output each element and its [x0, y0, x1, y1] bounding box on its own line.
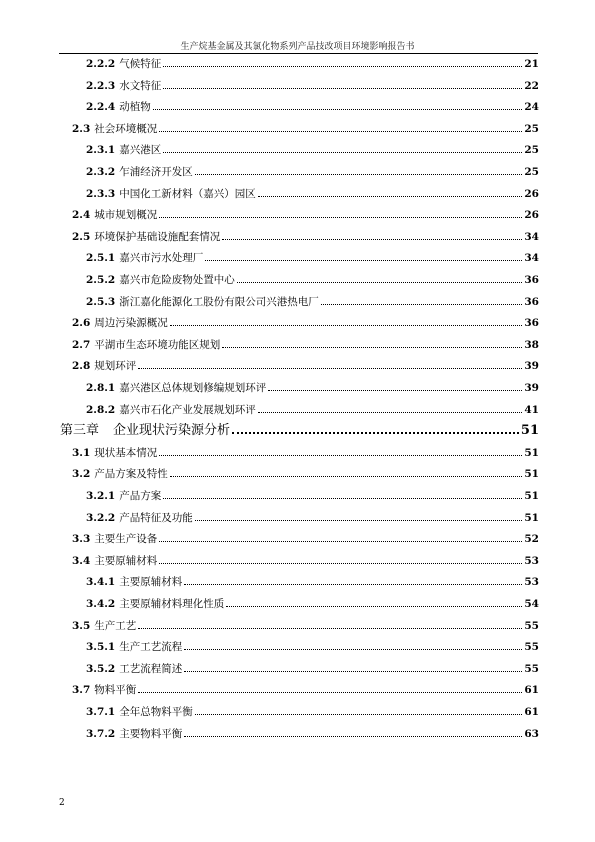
- toc-entry-title: 乍浦经济开发区: [119, 166, 193, 178]
- toc-entry-number: 3.2.2: [86, 511, 116, 524]
- toc-entry-page: 53: [524, 554, 539, 567]
- toc-entry-title: 生产工艺流程: [119, 641, 183, 654]
- dot-leader: [195, 174, 523, 175]
- toc-entry-title: 动植物: [119, 101, 151, 114]
- dot-leader: [258, 412, 523, 413]
- toc-entry-title: 嘉兴港区总体规划修编规划环评: [119, 382, 267, 394]
- toc-entry-title: 产品方案: [119, 490, 162, 502]
- toc-entry-number: 第三章: [60, 423, 100, 439]
- toc-entry-title: 主要原辅材料: [119, 576, 183, 589]
- toc-entry[interactable]: [86, 186, 539, 202]
- toc-entry-number: 3.1: [72, 446, 91, 459]
- dot-leader: [159, 131, 522, 132]
- toc-entry-page: 61: [524, 684, 539, 697]
- toc-entry[interactable]: [86, 574, 539, 590]
- toc-entry[interactable]: [72, 207, 539, 223]
- toc-entry-number: 3.2: [72, 468, 91, 481]
- toc-entry-title: 产品特征及功能: [119, 511, 193, 524]
- dot-leader: [268, 390, 522, 391]
- toc-entry[interactable]: [86, 402, 539, 418]
- dot-leader: [153, 109, 523, 110]
- toc-entry[interactable]: [86, 661, 539, 677]
- toc-entry[interactable]: [86, 704, 539, 720]
- toc-entry[interactable]: [86, 250, 539, 266]
- toc-entry[interactable]: [72, 229, 539, 245]
- toc-entry-number: 2.5.2: [86, 274, 116, 286]
- toc-entry-title: 生产工艺: [94, 619, 137, 632]
- toc-entry-page: 25: [524, 144, 539, 157]
- toc-entry-number: 3.7.2: [86, 727, 116, 740]
- toc-entry-title: 主要原辅材料: [94, 554, 158, 567]
- toc-entry-title: 主要物料平衡: [119, 727, 183, 740]
- dot-leader: [159, 455, 522, 456]
- toc-entry[interactable]: [86, 639, 539, 655]
- toc-entry-title: 嘉兴港区: [119, 144, 162, 157]
- toc-entry[interactable]: [86, 56, 539, 72]
- toc-entry-title: 全年总物料平衡: [119, 706, 193, 718]
- page-number: 2: [59, 798, 65, 808]
- toc-entry-page: 51: [524, 446, 539, 459]
- toc-entry[interactable]: [72, 121, 539, 137]
- toc-entry-number: 2.5: [72, 230, 91, 243]
- toc-entry[interactable]: [86, 164, 539, 180]
- toc-entry-number: 2.2.2: [86, 58, 116, 70]
- toc-entry-page: 51: [524, 511, 539, 524]
- toc-entry-page: 21: [524, 58, 539, 70]
- toc-entry-number: 2.6: [72, 317, 91, 330]
- toc-entry-number: 3.4.2: [86, 598, 116, 610]
- toc-entry-number: 3.4.1: [86, 576, 116, 589]
- toc-entry-title: 环境保护基础设施配套情况: [94, 230, 221, 243]
- toc-entry-number: 2.8: [72, 360, 91, 373]
- toc-entry-number: 3.5: [72, 619, 91, 632]
- toc-entry-number: 2.5.1: [86, 252, 116, 265]
- dot-leader: [159, 217, 522, 218]
- toc-entry-page: 53: [524, 576, 539, 589]
- dot-leader: [205, 260, 522, 261]
- header-rule: [59, 53, 538, 54]
- toc-entry[interactable]: [86, 78, 539, 94]
- dot-leader: [237, 282, 523, 283]
- toc-entry-number: 2.8.2: [86, 403, 116, 416]
- toc-entry[interactable]: [86, 142, 539, 158]
- toc-entry-page: 52: [524, 533, 539, 546]
- toc-entry-title: 规划环评: [94, 360, 137, 373]
- toc-entry-title: 城市规划概况: [94, 209, 158, 222]
- toc-entry[interactable]: [86, 294, 539, 310]
- toc-entry-title: 浙江嘉化能源化工股份有限公司兴港热电厂: [119, 295, 319, 308]
- toc-entry-number: 2.3.3: [86, 187, 116, 200]
- dot-leader: [159, 563, 522, 564]
- toc-entry[interactable]: [86, 272, 539, 288]
- dot-leader: [138, 368, 522, 369]
- toc-entry-title: 物料平衡: [94, 684, 137, 697]
- toc-entry-title: 社会环境概况: [94, 122, 158, 135]
- toc-entry-page: 36: [524, 317, 539, 330]
- toc-entry-page: 34: [524, 230, 539, 243]
- toc-entry-number: 3.4: [72, 554, 91, 567]
- toc-entry[interactable]: [72, 445, 539, 461]
- dot-leader: [163, 498, 522, 499]
- toc-entry-title: 产品方案及特性: [94, 468, 168, 481]
- dot-leader: [184, 649, 522, 650]
- toc-entry-number: 2.3: [72, 122, 91, 135]
- toc-entry-page: 55: [524, 641, 539, 654]
- toc-entry-number: 2.5.3: [86, 295, 116, 308]
- dot-leader: [138, 628, 522, 629]
- toc-entry[interactable]: [72, 466, 539, 482]
- toc-chapter-entry[interactable]: [60, 422, 539, 440]
- toc-entry-number: 3.7.1: [86, 706, 116, 718]
- toc-entry-number: 2.3.2: [86, 166, 116, 178]
- toc-entry-title: 气候特征: [119, 58, 162, 70]
- toc-entry-title: 嘉兴市危险废物处置中心: [119, 274, 235, 286]
- toc-entry-page: 39: [524, 360, 539, 373]
- dot-leader: [222, 239, 522, 240]
- dot-leader: [170, 476, 523, 477]
- toc-entry-page: 26: [524, 209, 539, 222]
- dot-leader: [163, 88, 522, 89]
- toc-entry[interactable]: [72, 682, 539, 698]
- toc-entry[interactable]: [86, 510, 539, 526]
- toc-entry[interactable]: [86, 99, 539, 115]
- toc-entry-title: 周边污染源概况: [94, 317, 168, 330]
- toc-entry-page: 25: [524, 122, 539, 135]
- toc-entry-page: 41: [524, 403, 539, 416]
- toc-entry[interactable]: [86, 596, 539, 612]
- toc-entry-page: 34: [524, 252, 539, 265]
- toc-entry-number: 2.3.1: [86, 144, 116, 157]
- toc-entry[interactable]: [86, 488, 539, 504]
- toc-entry-page: 38: [524, 338, 539, 351]
- toc-entry[interactable]: [86, 726, 539, 742]
- dot-leader: [163, 152, 522, 153]
- running-header: 生产烷基金属及其氯化物系列产品技改项目环境影响报告书: [180, 42, 415, 52]
- dot-leader: [184, 736, 522, 737]
- toc-entry[interactable]: [72, 358, 539, 374]
- toc-entry-number: 3.3: [72, 533, 91, 546]
- toc-entry-title: 企业现状污染源分析: [113, 423, 231, 439]
- dot-leader: [184, 671, 522, 672]
- toc-entry[interactable]: [72, 315, 539, 331]
- toc-entry-page: 36: [524, 274, 539, 286]
- toc-entry-page: 63: [524, 727, 539, 740]
- toc-entry-page: 51: [524, 468, 539, 481]
- toc-entry-number: 3.5.2: [86, 662, 116, 675]
- toc-entry-number: 3.5.1: [86, 641, 116, 654]
- toc-entry-number: 2.7: [72, 338, 91, 351]
- dot-leader: [184, 584, 522, 585]
- toc-entry-page: 61: [524, 706, 539, 718]
- toc-entry[interactable]: [72, 618, 539, 634]
- toc-entry-number: 3.7: [72, 684, 91, 697]
- dot-leader: [163, 66, 522, 67]
- toc-entry-page: 25: [524, 166, 539, 178]
- toc-entry[interactable]: [72, 531, 539, 547]
- toc-entry-page: 55: [524, 662, 539, 675]
- toc-entry[interactable]: [72, 337, 539, 353]
- dot-leader: [226, 606, 522, 607]
- dot-leader: [195, 714, 523, 715]
- dot-leader: [170, 325, 523, 326]
- dot-leader: [195, 520, 523, 521]
- toc-entry-page: 22: [524, 79, 539, 92]
- dot-leader: [159, 541, 522, 542]
- toc-entry-number: 3.2.1: [86, 490, 116, 502]
- toc-entry-title: 水文特征: [119, 79, 162, 92]
- toc-entry-page: 51: [520, 423, 539, 439]
- toc-entry-page: 51: [524, 490, 539, 502]
- toc-entry[interactable]: [72, 553, 539, 569]
- toc-entry-page: 39: [524, 382, 539, 394]
- dot-leader: [222, 347, 522, 348]
- dot-leader: [321, 304, 523, 305]
- toc-entry-title: 工艺流程简述: [119, 662, 183, 675]
- toc-entry-number: 2.2.3: [86, 79, 116, 92]
- toc-entry-title: 主要生产设备: [94, 533, 158, 546]
- dot-leader: [258, 196, 523, 197]
- toc-entry-title: 平湖市生态环境功能区规划: [94, 338, 221, 351]
- toc-entry-title: 主要原辅材料理化性质: [119, 598, 225, 610]
- toc-entry-number: 2.2.4: [86, 101, 116, 114]
- dot-leader: [138, 692, 522, 693]
- toc-entry-number: 2.8.1: [86, 382, 116, 394]
- toc-entry-title: 现状基本情况: [94, 446, 158, 459]
- toc-entry-page: 26: [524, 187, 539, 200]
- toc-entry[interactable]: [86, 380, 539, 396]
- toc-entry-page: 54: [524, 598, 539, 610]
- toc-entry-page: 55: [524, 619, 539, 632]
- dot-leader: [232, 432, 519, 434]
- toc-entry-title: 中国化工新材料（嘉兴）园区: [119, 187, 256, 200]
- toc-entry-number: 2.4: [72, 209, 91, 222]
- toc-entry-page: 36: [524, 295, 539, 308]
- toc-entry-page: 24: [524, 101, 539, 114]
- toc-entry-title: 嘉兴市石化产业发展规划环评: [119, 403, 256, 416]
- toc-entry-title: 嘉兴市污水处理厂: [119, 252, 204, 265]
